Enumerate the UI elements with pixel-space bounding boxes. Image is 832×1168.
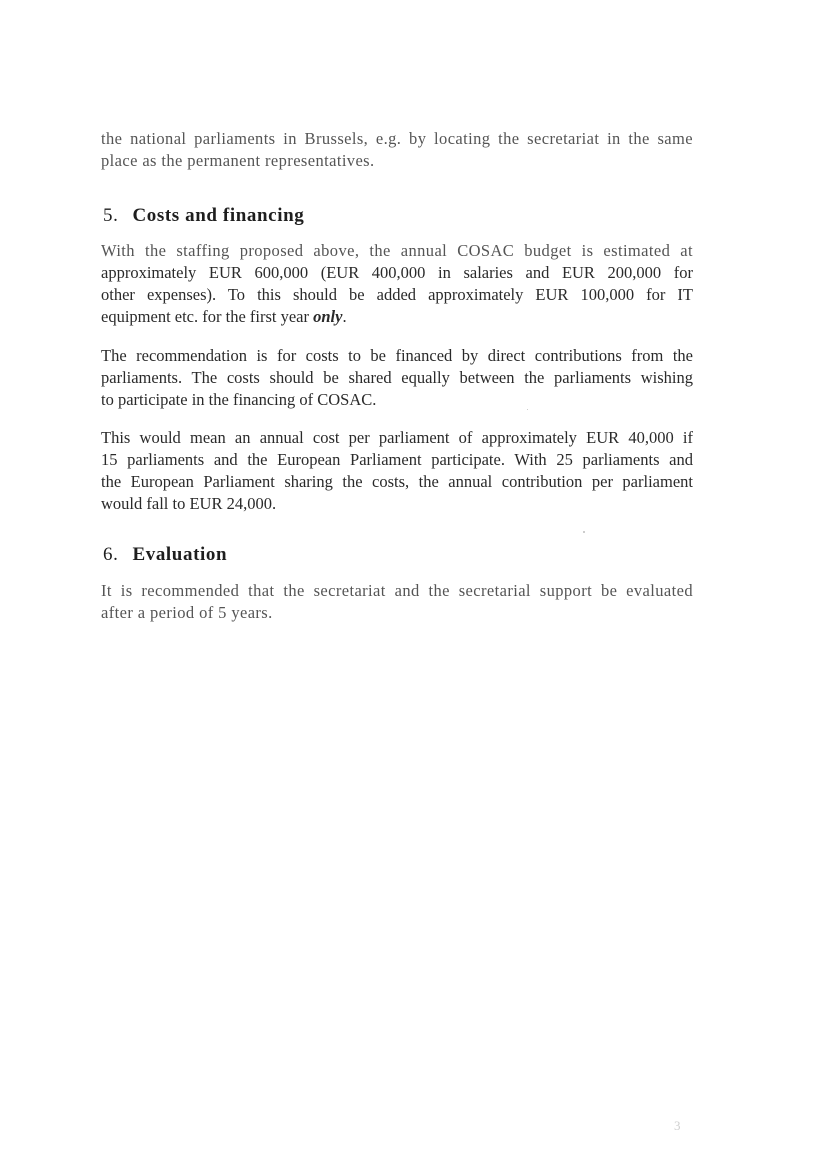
s5p1-line-4-suffix: .	[342, 307, 347, 326]
scan-speck	[527, 409, 528, 410]
intro-line-1: the national parliaments in Brussels, e.g. by locating the secretariat in the same	[101, 129, 693, 148]
section-5-paragraph-3	[101, 427, 693, 515]
intro-line-2: place as the permanent representatives.	[101, 151, 375, 170]
section-5-paragraph-2	[101, 345, 693, 411]
section-5-paragraph-1	[101, 240, 693, 328]
s5p1-line-3: other expenses). To this should be added approximately EUR 100,000 for IT	[101, 285, 693, 304]
s5p1-line-2: approximately EUR 600,000 (EUR 400,000 in salaries and EUR 200,000 for	[101, 263, 693, 282]
s5p3-line-1: This would mean an annual cost per parliament of approximately EUR 40,000 if	[101, 428, 693, 447]
s5p2-line-1: The recommendation is for costs to be financed by direct contributions from the	[101, 346, 693, 365]
s5p1-line-4	[101, 306, 693, 328]
page-number: 3	[674, 1118, 681, 1133]
intro-paragraph	[101, 128, 693, 172]
s5p3-line-4: would fall to EUR 24,000.	[101, 494, 277, 513]
scan-speck	[583, 531, 585, 533]
s5p1-line-1: With the staffing proposed above, the annual COSAC budget is estimated at	[101, 241, 693, 260]
s5p2-line-3: to participate in the financing of COSAC.	[101, 390, 377, 409]
s5p1-line-4-prefix: equipment etc. for the first year	[101, 307, 314, 326]
section-6-number: 6.	[103, 544, 119, 565]
s5p2-line-2: parliaments. The costs should be shared equally between the parliaments wishing	[101, 368, 693, 387]
section-5-heading	[103, 205, 304, 227]
s6p1-line-1: It is recommended that the secretariat and the secretarial support be evaluated	[101, 581, 693, 600]
s5p3-line-3: the European Parliament sharing the costs, the annual contribution per parliament	[101, 472, 693, 491]
section-6-title: Evaluation	[132, 544, 228, 565]
s5p1-emphasis-only: only	[313, 307, 343, 326]
section-6-heading	[103, 544, 227, 566]
s5p3-line-2: 15 parliaments and the European Parliament participate. With 25 parliaments and	[101, 450, 693, 469]
section-5-title: Costs and financing	[132, 205, 305, 226]
section-5-number: 5.	[103, 205, 119, 226]
section-6-paragraph-1	[101, 580, 693, 624]
s6p1-line-2: after a period of 5 years.	[101, 603, 273, 622]
